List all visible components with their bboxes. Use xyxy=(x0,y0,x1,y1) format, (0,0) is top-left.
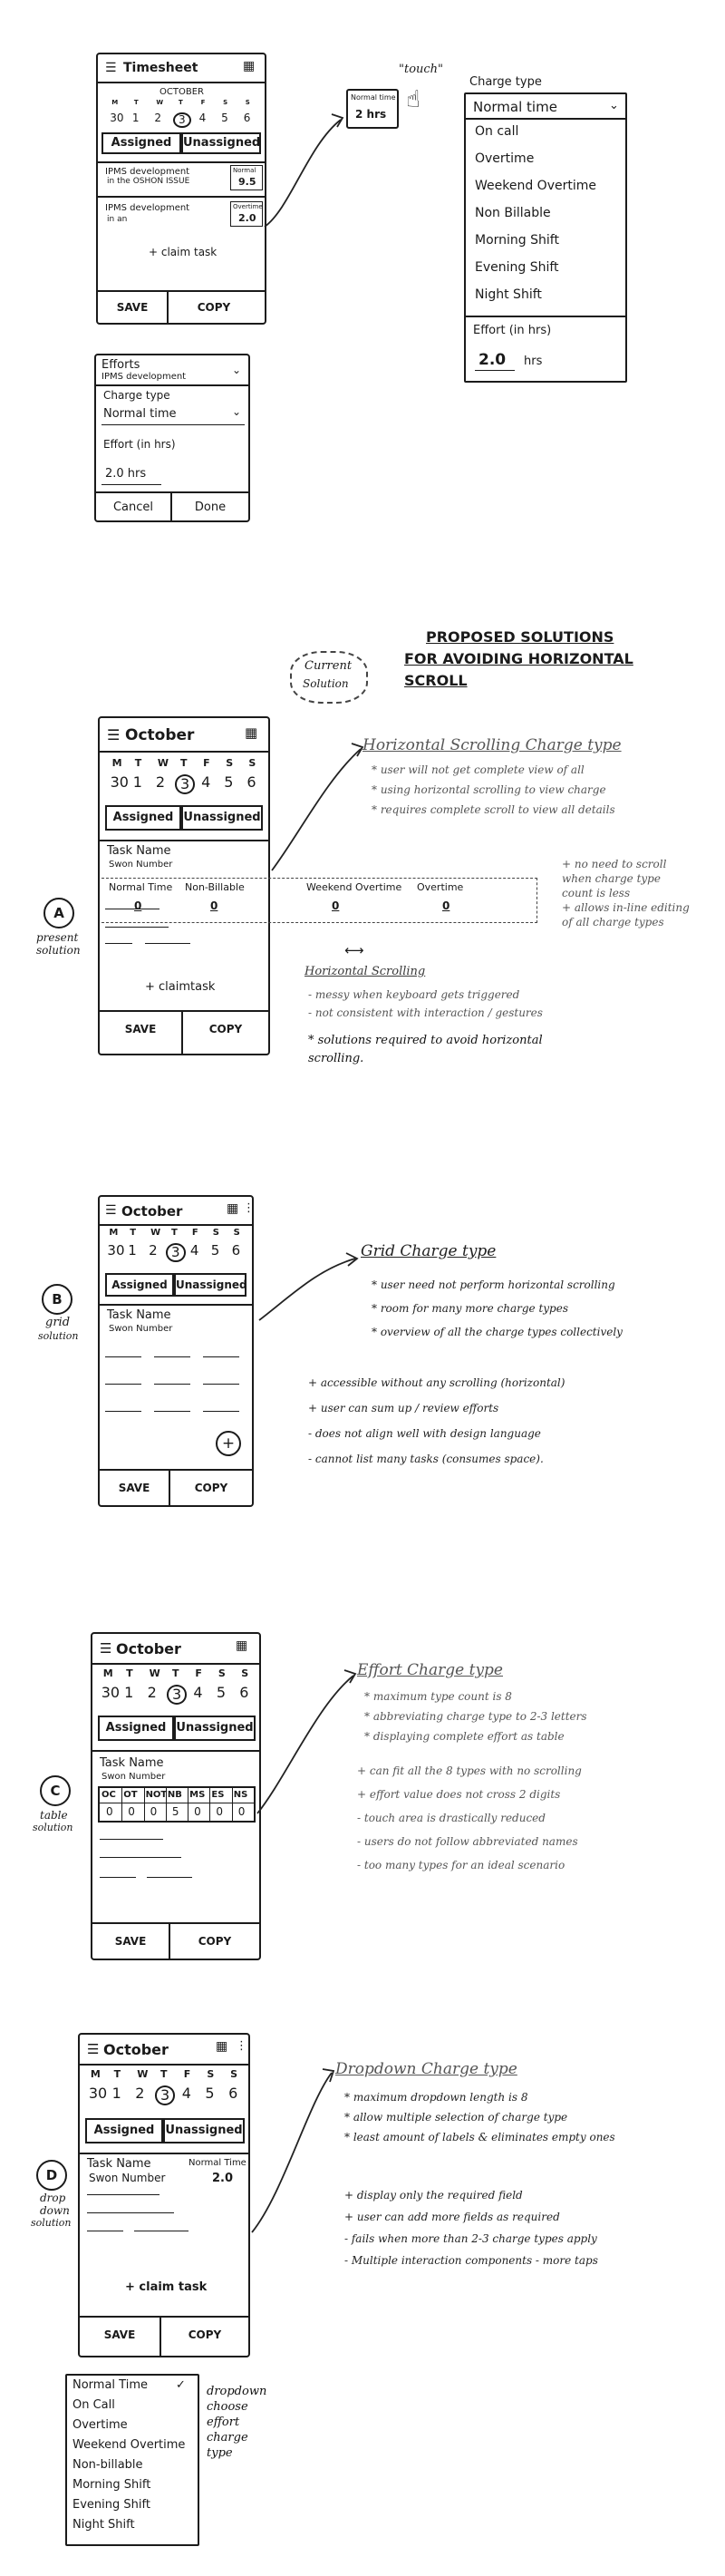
more-options-icon[interactable]: ⋮ xyxy=(243,1201,255,1215)
note-line: when charge type xyxy=(562,872,661,885)
effort-label: Effort (in hrs) xyxy=(473,324,552,337)
dropdown-option[interactable]: Non Billable xyxy=(475,206,551,220)
task-name: Task Name xyxy=(107,844,171,858)
menu-icon[interactable]: ☰ xyxy=(107,726,121,744)
dropdown-option[interactable]: Morning Shift xyxy=(475,233,559,248)
charge-column-header: Weekend Overtime xyxy=(306,881,402,893)
weekday-label: S xyxy=(223,99,228,106)
note-line: * using horizontal scrolling to view charge xyxy=(372,783,606,796)
check-icon: ✓ xyxy=(176,2378,186,2392)
weekday-label: T xyxy=(180,757,188,769)
day-cell[interactable]: 2 xyxy=(147,1684,157,1701)
day-cell[interactable]: 3 xyxy=(167,1685,187,1705)
day-cell[interactable]: 6 xyxy=(239,1684,249,1701)
efforts-title: Efforts xyxy=(102,358,140,372)
note-line: - touch area is drastically reduced xyxy=(357,1812,546,1824)
weekday-label: S xyxy=(248,757,256,769)
weekday-label: M xyxy=(111,99,119,106)
dropdown-option[interactable]: Evening Shift xyxy=(475,260,559,275)
note-line: - users do not follow abbreviated names xyxy=(357,1835,578,1848)
dropdown-option[interactable]: Evening Shift xyxy=(72,2498,150,2512)
dropdown-option[interactable]: On call xyxy=(475,124,519,139)
note-line: count is less xyxy=(562,887,631,899)
day-cell[interactable]: 5 xyxy=(210,1242,220,1259)
current-solution-bubble: Current Solution xyxy=(290,651,368,704)
charge-column-value[interactable]: 0 xyxy=(210,899,218,912)
notes-c-title: Effort Charge type xyxy=(357,1661,503,1679)
dropdown-option[interactable]: Normal Time xyxy=(72,2378,148,2392)
calendar-icon[interactable]: ▦ xyxy=(216,2039,228,2054)
month-title: October xyxy=(116,1640,181,1657)
day-cell[interactable]: 2 xyxy=(154,112,162,124)
note-line: + user can add more fields as required xyxy=(344,2211,560,2223)
touch-label: "touch" xyxy=(399,63,444,76)
note-line: of all charge types xyxy=(562,916,664,928)
note-line: * overview of all the charge types collectively xyxy=(372,1326,623,1338)
tab-assigned[interactable]: Assigned xyxy=(105,805,181,831)
save-button[interactable]: SAVE xyxy=(124,1023,157,1035)
swon-number: Swon Number xyxy=(109,1324,173,1334)
note-line: - too many types for an ideal scenario xyxy=(357,1859,566,1871)
table-col-value[interactable]: 0 xyxy=(128,1805,135,1818)
task2-sub: in an xyxy=(107,215,128,224)
weekday-label: W xyxy=(149,1667,160,1679)
weekday-label: W xyxy=(137,2068,149,2080)
note-line: * user will not get complete view of all xyxy=(372,763,585,776)
task-name: Task Name xyxy=(87,2157,151,2171)
day-cell[interactable]: 4 xyxy=(198,112,207,124)
note-line: - not consistent with interaction / gestures xyxy=(308,1006,543,1019)
weekday-label: W xyxy=(157,757,169,769)
day-cell[interactable]: 2 xyxy=(155,773,166,791)
cancel-button[interactable]: Cancel xyxy=(112,501,154,514)
charge-column-header: Overtime xyxy=(417,881,464,893)
weekday-label: M xyxy=(109,1228,119,1238)
done-button[interactable]: Done xyxy=(194,501,227,514)
calendar-icon[interactable]: ▦ xyxy=(243,59,256,73)
copy-button[interactable]: COPY xyxy=(198,1935,232,1948)
note-line: + effort value does not cross 2 digits xyxy=(357,1788,561,1801)
table-col-header: OC xyxy=(102,1790,116,1800)
day-cell[interactable]: 30 xyxy=(110,773,129,791)
weekday-label: S xyxy=(218,1667,226,1679)
task1-sub: in the OSHON ISSUE xyxy=(107,177,190,186)
tab-assigned[interactable]: Assigned xyxy=(102,132,181,154)
dialog-charge-label: Charge type xyxy=(103,389,170,402)
charge-column-header: Normal Time xyxy=(109,881,173,893)
day-cell[interactable]: 1 xyxy=(132,773,142,791)
task2-name: IPMS development xyxy=(105,203,190,213)
weekday-label: F xyxy=(200,99,206,106)
note-line: * requires complete scroll to view all details xyxy=(372,803,615,816)
note-line: + no need to scroll xyxy=(562,858,667,870)
charge-type-select[interactable]: Normal Time xyxy=(188,2158,246,2168)
day-cell[interactable]: 5 xyxy=(224,773,234,791)
weekday-label: T xyxy=(133,99,139,106)
weekday-label: T xyxy=(172,1667,179,1679)
note-line: * maximum dropdown length is 8 xyxy=(344,2091,528,2104)
weekday-label: T xyxy=(130,1228,137,1238)
table-col-header: ES xyxy=(211,1790,225,1800)
claim-task-link[interactable]: + claim task xyxy=(125,2280,208,2294)
tab-unassigned[interactable]: Unassigned xyxy=(181,132,261,154)
swon-number: Swon Number xyxy=(109,860,173,870)
menu-icon[interactable]: ☰ xyxy=(105,61,117,75)
weekday-label: S xyxy=(207,2068,215,2080)
note-line: * displaying complete effort as table xyxy=(364,1730,565,1743)
note-line: * abbreviating charge type to 2-3 letters xyxy=(364,1710,587,1723)
note-line: - fails when more than 2-3 charge types apply xyxy=(344,2232,597,2245)
save-button[interactable]: SAVE xyxy=(116,301,149,314)
menu-icon[interactable]: ☰ xyxy=(100,1640,112,1657)
weekday-label: S xyxy=(212,1228,219,1238)
tab-unassigned[interactable]: Unassigned xyxy=(174,1716,256,1741)
charge-column-value[interactable]: 0 xyxy=(332,899,340,912)
month-label: OCTOBER xyxy=(160,87,204,97)
weekday-label: S xyxy=(226,757,234,769)
note-line: * least amount of labels & eliminates empty ones xyxy=(344,2131,615,2143)
weekday-label: T xyxy=(160,2068,168,2080)
note-line: dropdown xyxy=(207,2385,267,2398)
copy-button[interactable]: COPY xyxy=(188,2328,222,2341)
day-cell[interactable]: 3 xyxy=(173,112,191,128)
timesheet-title: Timesheet xyxy=(123,61,198,75)
dropdown-option[interactable]: Night Shift xyxy=(475,287,542,302)
day-cell[interactable]: 1 xyxy=(128,1242,137,1259)
weekday-label: T xyxy=(134,757,142,769)
task-name: Task Name xyxy=(100,1756,164,1770)
calendar-icon[interactable]: ▦ xyxy=(236,1638,248,1653)
note-line: + display only the required field xyxy=(344,2189,523,2202)
notes-a-title: Horizontal Scrolling Charge type xyxy=(362,736,622,754)
claim-task-link[interactable]: + claimtask xyxy=(145,980,216,994)
menu-icon[interactable]: ☰ xyxy=(105,1203,117,1218)
effort-unit: hrs xyxy=(524,355,543,368)
tab-unassigned[interactable]: Unassigned xyxy=(163,2118,245,2143)
weekday-label: W xyxy=(156,99,164,106)
day-cell[interactable]: 5 xyxy=(221,112,228,124)
dropdown-option[interactable]: Overtime xyxy=(475,151,535,166)
day-cell[interactable]: 6 xyxy=(228,2085,238,2102)
copy-button[interactable]: COPY xyxy=(194,1482,228,1494)
table-col-header: NB xyxy=(167,1790,182,1800)
table-col-value[interactable]: 0 xyxy=(194,1805,201,1818)
tab-unassigned[interactable]: Unassigned xyxy=(181,805,263,831)
day-cell[interactable]: 4 xyxy=(181,2085,191,2102)
dropdown-option[interactable]: Non-billable xyxy=(72,2458,143,2472)
charge-column-header: Non-Billable xyxy=(185,881,245,893)
dialog-charge-value[interactable]: Normal time xyxy=(103,407,177,421)
weekday-label: W xyxy=(150,1228,161,1238)
task1-effort-chip[interactable]: Normal 9.5 xyxy=(230,165,263,190)
note-line: type xyxy=(207,2446,233,2460)
charge-column-value[interactable]: 0 xyxy=(134,899,142,912)
chevron-down-icon[interactable]: ⌄ xyxy=(609,99,619,112)
dropdown-option[interactable]: Overtime xyxy=(72,2418,128,2432)
dropdown-option[interactable]: Night Shift xyxy=(72,2518,135,2532)
copy-button[interactable]: COPY xyxy=(208,1023,243,1035)
scroll-label: Horizontal Scrolling xyxy=(304,965,426,978)
section-d-badge: D xyxy=(36,2160,67,2191)
note-line: + accessible without any scrolling (horizontal) xyxy=(308,1376,566,1389)
note-line: * room for many more charge types xyxy=(372,1302,569,1315)
weekday-label: T xyxy=(113,2068,121,2080)
chevron-down-icon[interactable]: ⌄ xyxy=(232,405,242,418)
weekday-label: F xyxy=(195,1667,202,1679)
copy-button[interactable]: COPY xyxy=(197,301,231,314)
save-button[interactable]: SAVE xyxy=(103,2328,136,2341)
weekday-label: S xyxy=(233,1228,240,1238)
task-name: Task Name xyxy=(107,1308,171,1322)
claim-task-link[interactable]: + claim task xyxy=(149,246,218,258)
dropdown-option[interactable]: On Call xyxy=(72,2398,115,2412)
weekday-label: T xyxy=(126,1667,133,1679)
tab-assigned[interactable]: Assigned xyxy=(98,1716,174,1741)
calendar-icon[interactable]: ▦ xyxy=(227,1201,239,1216)
note-line: * allow multiple selection of charge type xyxy=(344,2111,568,2124)
note-line: scrolling. xyxy=(308,1052,364,1065)
month-title: October xyxy=(103,2041,169,2058)
day-cell[interactable]: 2 xyxy=(135,2085,145,2102)
note-line: - does not align well with design language xyxy=(308,1427,541,1440)
save-button[interactable]: SAVE xyxy=(118,1482,150,1494)
effort-value[interactable]: 2.0 xyxy=(212,2172,234,2185)
weekday-label: M xyxy=(111,757,122,769)
task1-name: IPMS development xyxy=(105,167,190,177)
table-col-value[interactable]: 5 xyxy=(171,1805,179,1818)
efforts-sub: IPMS development xyxy=(102,372,187,382)
note-line: + can fit all the 8 types with no scrolling xyxy=(357,1764,582,1777)
dropdown-option[interactable]: Weekend Overtime xyxy=(475,179,596,193)
day-cell[interactable]: 30 xyxy=(101,1684,121,1701)
month-title: October xyxy=(121,1203,183,1220)
day-cell[interactable]: 3 xyxy=(155,2085,175,2105)
weekday-label: T xyxy=(171,1228,178,1238)
hand-pointer-icon: ☝ xyxy=(406,86,420,113)
menu-icon[interactable]: ☰ xyxy=(87,2041,100,2057)
table-col-header: NS xyxy=(233,1790,248,1800)
section-b-badge: B xyxy=(42,1284,72,1315)
table-col-header: OT xyxy=(123,1790,138,1800)
note-line: - cannot list many tasks (consumes space). xyxy=(308,1453,544,1465)
note-line: * maximum type count is 8 xyxy=(364,1690,512,1703)
weekday-label: S xyxy=(241,1667,249,1679)
day-cell[interactable]: 3 xyxy=(175,774,195,794)
note-line: choose xyxy=(207,2400,248,2414)
notes-d-title: Dropdown Charge type xyxy=(335,2060,517,2078)
day-cell[interactable]: 6 xyxy=(243,112,251,124)
note-line: * user need not perform horizontal scrolling xyxy=(372,1278,615,1291)
day-cell[interactable]: 1 xyxy=(124,1684,134,1701)
day-cell[interactable]: 30 xyxy=(110,112,124,124)
table-col-value[interactable]: 0 xyxy=(216,1805,224,1818)
note-line: + allows in-line editing xyxy=(562,901,690,914)
day-cell[interactable]: 6 xyxy=(231,1242,241,1259)
touch-badge[interactable]: Normal time 2 hrs xyxy=(346,89,399,129)
day-cell[interactable]: 4 xyxy=(189,1242,199,1259)
tab-assigned[interactable]: Assigned xyxy=(85,2118,163,2143)
notes-b-title: Grid Charge type xyxy=(361,1242,497,1260)
table-col-header: NOT xyxy=(145,1790,168,1800)
month-title: October xyxy=(125,726,195,744)
note-line: charge xyxy=(207,2431,248,2445)
weekday-label: F xyxy=(183,2068,191,2080)
charge-column-value[interactable]: 0 xyxy=(442,899,450,912)
day-cell[interactable]: 1 xyxy=(131,112,140,124)
tab-unassigned[interactable]: Unassigned xyxy=(174,1273,246,1297)
double-arrow-icon: ⟷ xyxy=(344,942,364,958)
weekday-label: F xyxy=(191,1228,198,1238)
charge-type-label: Charge type xyxy=(469,75,542,89)
weekday-label: M xyxy=(102,1667,113,1679)
swon-number: Swon Number xyxy=(102,1772,166,1782)
dropdown-selected[interactable]: Normal time xyxy=(473,99,557,115)
dialog-effort-label: Effort (in hrs) xyxy=(103,438,176,451)
tab-assigned[interactable]: Assigned xyxy=(105,1273,174,1297)
day-cell[interactable]: 30 xyxy=(88,2085,108,2102)
day-cell[interactable]: 5 xyxy=(216,1684,227,1701)
section-a-badge: A xyxy=(44,898,74,928)
dialog-effort-value[interactable]: 2.0 hrs xyxy=(105,467,147,481)
table-col-header: MS xyxy=(189,1790,206,1800)
effort-value[interactable]: 2.0 xyxy=(478,351,507,369)
more-options-icon[interactable]: ⋮ xyxy=(236,2039,247,2053)
note-line: - messy when keyboard gets triggered xyxy=(308,988,520,1001)
weekday-label: S xyxy=(230,2068,238,2080)
note-line: - Multiple interaction components - more taps xyxy=(344,2254,598,2267)
table-col-value[interactable]: 0 xyxy=(106,1805,113,1818)
day-cell[interactable]: 30 xyxy=(107,1242,125,1259)
weekday-label: F xyxy=(203,757,210,769)
dropdown-option[interactable]: Weekend Overtime xyxy=(72,2438,186,2452)
calendar-icon[interactable]: ▦ xyxy=(245,724,258,741)
chevron-down-icon[interactable]: ⌄ xyxy=(232,364,242,376)
section-c-badge: C xyxy=(40,1775,71,1806)
save-button[interactable]: SAVE xyxy=(114,1935,147,1948)
weekday-label: M xyxy=(90,2068,101,2080)
day-cell[interactable]: 5 xyxy=(205,2085,215,2102)
task2-effort-chip[interactable]: Overtime 2.0 xyxy=(230,201,263,227)
dropdown-option[interactable]: Morning Shift xyxy=(72,2478,151,2492)
day-cell[interactable]: 2 xyxy=(149,1242,158,1259)
day-cell[interactable]: 4 xyxy=(201,773,211,791)
day-cell[interactable]: 3 xyxy=(166,1243,186,1262)
weekday-label: S xyxy=(245,99,250,106)
add-fab[interactable]: + xyxy=(216,1431,241,1456)
weekday-label: T xyxy=(179,99,183,106)
day-cell[interactable]: 6 xyxy=(246,773,256,791)
day-cell[interactable]: 4 xyxy=(193,1684,203,1701)
swon-number: Swon Number xyxy=(89,2172,166,2184)
note-line: + user can sum up / review efforts xyxy=(308,1402,499,1414)
table-col-value[interactable]: 0 xyxy=(237,1805,246,1818)
note-line: effort xyxy=(207,2416,240,2429)
note-line: * solutions required to avoid horizontal xyxy=(308,1034,543,1047)
table-col-value[interactable]: 0 xyxy=(150,1805,158,1818)
day-cell[interactable]: 1 xyxy=(111,2085,121,2102)
